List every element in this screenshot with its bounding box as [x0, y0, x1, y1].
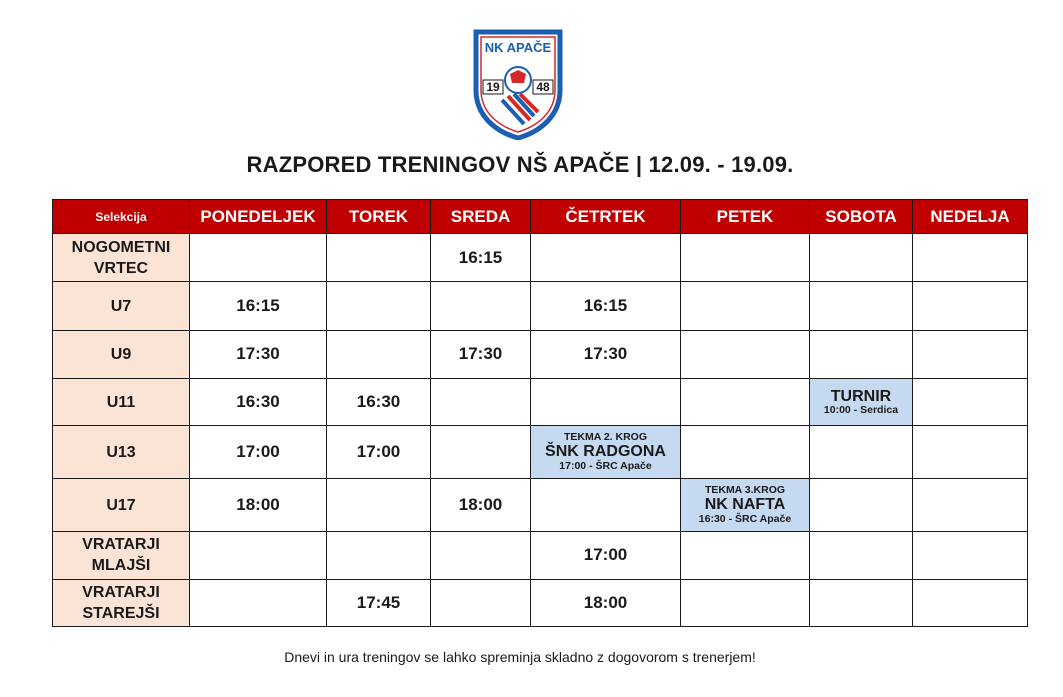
event-subtitle: 10:00 - Serdica — [823, 404, 899, 417]
table-cell — [531, 478, 681, 531]
header-row — [53, 200, 1028, 234]
logo-year-left: 19 — [486, 80, 500, 94]
column-header-petek: PETEK — [681, 200, 810, 234]
table-cell — [681, 330, 810, 378]
table-cell — [431, 426, 531, 478]
row-label: U17 — [53, 478, 190, 531]
row-label: U13 — [53, 426, 190, 478]
table-cell — [531, 379, 681, 426]
table-cell: 17:30 — [190, 330, 327, 378]
logo-club-name: NK APAČE — [484, 40, 552, 55]
table-cell — [531, 234, 681, 282]
table-cell — [327, 282, 431, 330]
club-crest-icon — [472, 28, 564, 140]
table-cell — [327, 532, 431, 579]
table-cell — [913, 282, 1028, 330]
table-cell — [681, 579, 810, 626]
club-logo — [472, 28, 564, 140]
table-cell — [431, 379, 531, 426]
column-header-nedelja: NEDELJA — [913, 200, 1028, 234]
event-title: TURNIR — [830, 387, 892, 405]
table-row — [53, 478, 1028, 531]
table-cell — [913, 330, 1028, 378]
table-cell: 16:15 — [431, 234, 531, 282]
table-cell — [810, 579, 913, 626]
table-cell — [810, 532, 913, 579]
table-cell — [913, 379, 1028, 426]
table-row — [53, 330, 1028, 378]
table-cell — [913, 478, 1028, 531]
event-cell-snk-radgona — [531, 426, 681, 478]
event-title: ŠNK RADGONA — [545, 443, 666, 461]
row-label: VRATARJI MLAJŠI — [53, 532, 190, 579]
table-cell — [190, 532, 327, 579]
column-header-torek: TOREK — [327, 200, 431, 234]
table-row — [53, 532, 1028, 579]
logo-year-right: 48 — [536, 80, 550, 94]
table-row — [53, 379, 1028, 426]
column-header-sreda: SREDA — [431, 200, 531, 234]
table-row — [53, 234, 1028, 282]
event-round: TEKMA 2. KROG — [563, 430, 648, 443]
table-cell — [913, 234, 1028, 282]
table-cell — [810, 234, 913, 282]
footnote: Dnevi in ura treningov se lahko spreminja skladno z dogovorom s trenerjem! — [284, 649, 756, 665]
column-header-ponedeljek: PONEDELJEK — [190, 200, 327, 234]
table-cell — [810, 426, 913, 478]
table-cell: 17:00 — [190, 426, 327, 478]
table-cell — [681, 379, 810, 426]
table-cell: 18:00 — [531, 579, 681, 626]
table-cell — [913, 579, 1028, 626]
table-cell — [681, 532, 810, 579]
event-title: NK NAFTA — [704, 496, 786, 514]
table-cell — [810, 282, 913, 330]
table-row — [53, 282, 1028, 330]
column-header-sobota: SOBOTA — [810, 200, 913, 234]
row-label: U11 — [53, 379, 190, 426]
table-row — [53, 579, 1028, 626]
event-round: TEKMA 3.KROG — [704, 483, 786, 496]
row-label: NOGOMETNI VRTEC — [53, 234, 190, 282]
table-cell: 17:30 — [531, 330, 681, 378]
table-cell — [431, 282, 531, 330]
table-cell: 16:30 — [190, 379, 327, 426]
table-cell: 17:00 — [531, 532, 681, 579]
column-header-cetrtek: ČETRTEK — [531, 200, 681, 234]
table-cell — [681, 234, 810, 282]
table-cell — [810, 478, 913, 531]
table-cell: 16:15 — [190, 282, 327, 330]
table-cell — [190, 234, 327, 282]
table-cell — [327, 478, 431, 531]
training-schedule-table — [52, 199, 1028, 627]
table-cell — [810, 330, 913, 378]
table-cell: 18:00 — [431, 478, 531, 531]
table-cell — [327, 330, 431, 378]
table-cell: 17:30 — [431, 330, 531, 378]
table-cell: 17:00 — [327, 426, 431, 478]
event-cell-nk-nafta — [681, 478, 810, 531]
row-label: VRATARJI STAREJŠI — [53, 579, 190, 626]
table-cell — [913, 426, 1028, 478]
row-label: U7 — [53, 282, 190, 330]
table-cell: 16:30 — [327, 379, 431, 426]
event-subtitle: 17:00 - ŠRC Apače — [559, 459, 652, 472]
table-cell: 18:00 — [190, 478, 327, 531]
table-row — [53, 426, 1028, 478]
table-cell — [681, 282, 810, 330]
event-cell-turnir — [810, 379, 913, 426]
table-cell — [190, 579, 327, 626]
table-cell: 17:45 — [327, 579, 431, 626]
row-label: U9 — [53, 330, 190, 378]
event-subtitle: 16:30 - ŠRC Apače — [698, 512, 792, 525]
table-cell — [431, 579, 531, 626]
table-cell — [327, 234, 431, 282]
table-cell — [913, 532, 1028, 579]
page-title: RAZPORED TRENINGOV NŠ APAČE | 12.09. - 19.09. — [246, 152, 794, 177]
table-cell — [681, 426, 810, 478]
column-header-selekcija: Selekcija — [53, 200, 190, 234]
table-cell: 16:15 — [531, 282, 681, 330]
table-cell — [431, 532, 531, 579]
